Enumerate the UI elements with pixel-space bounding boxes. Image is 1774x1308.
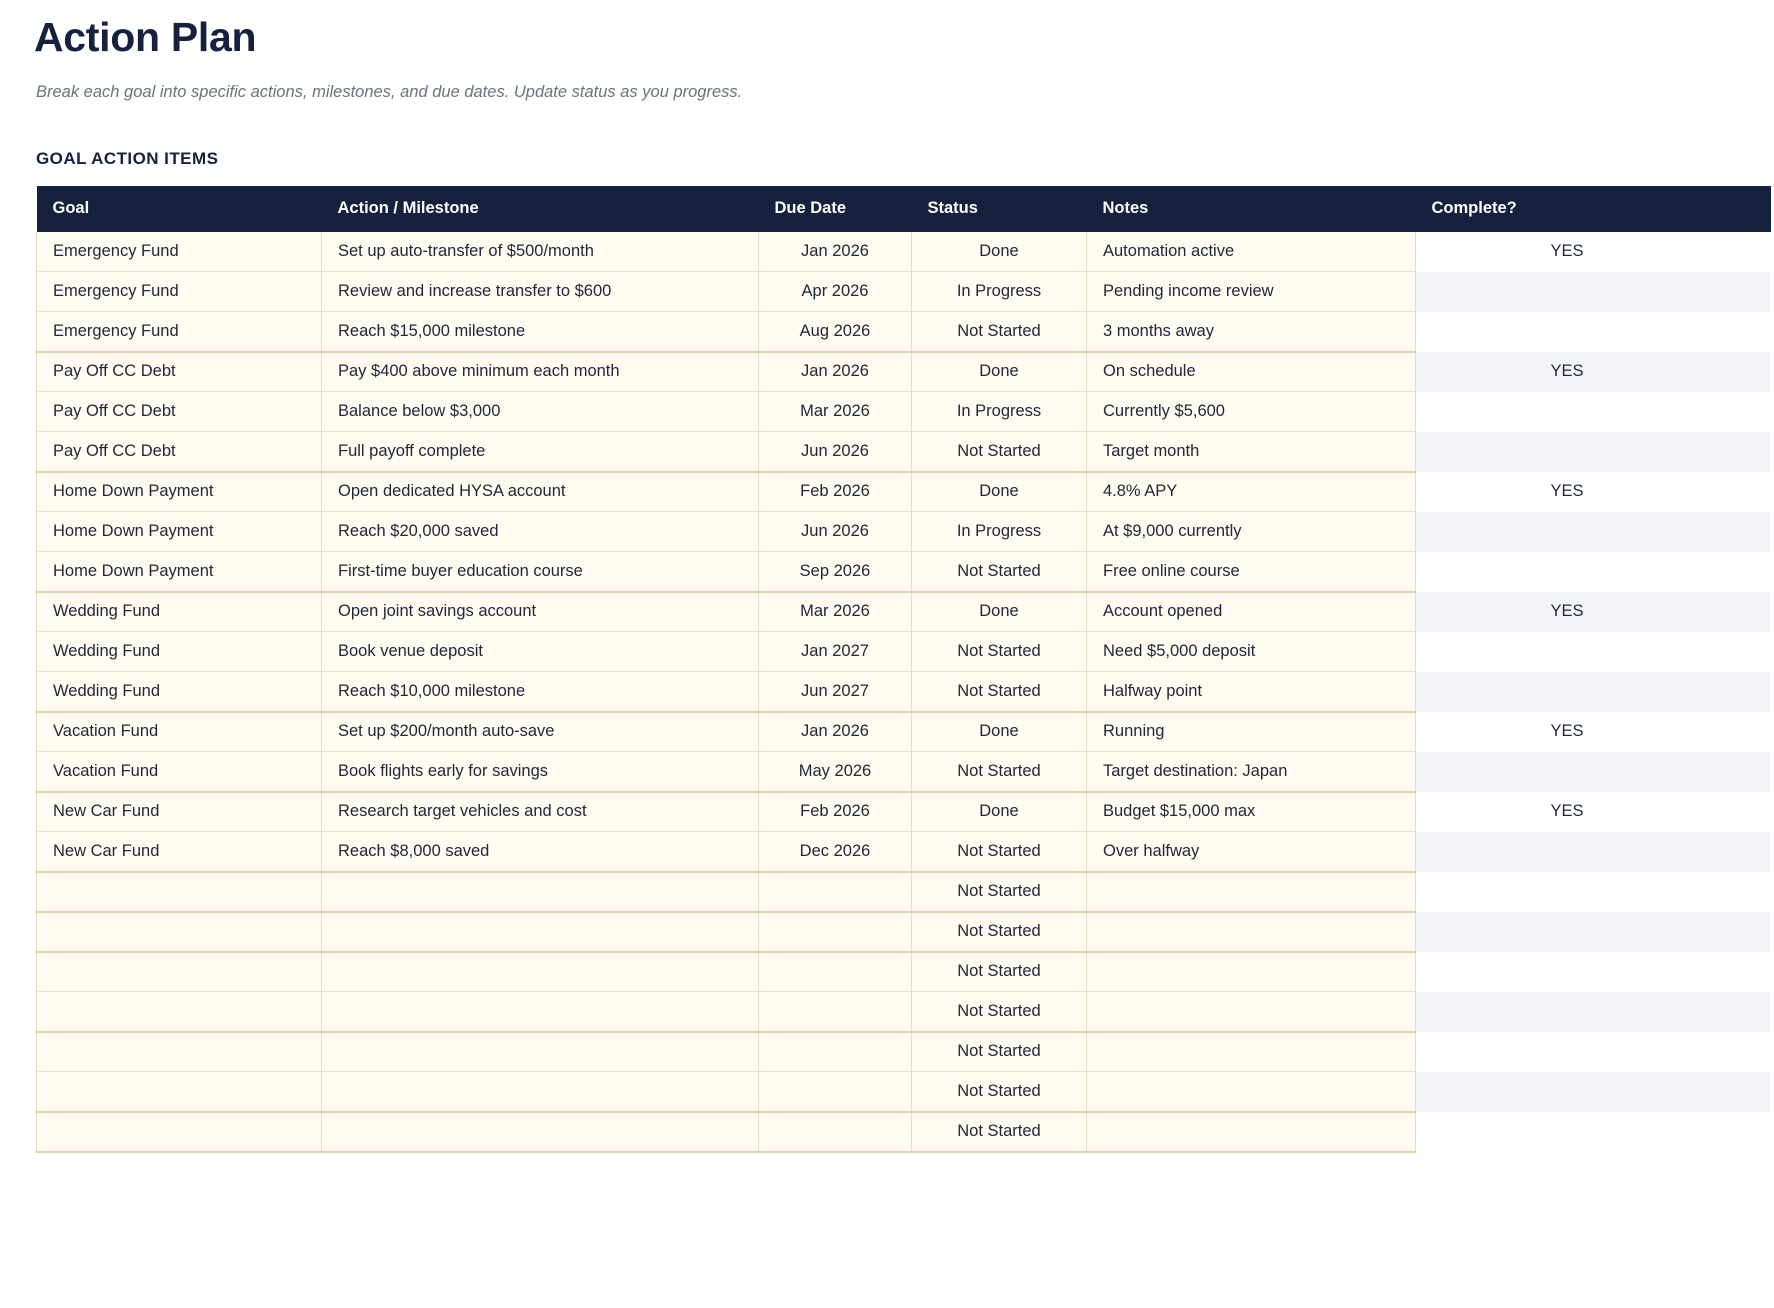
section-heading-goal-action-items: GOAL ACTION ITEMS: [36, 148, 219, 168]
cell-status[interactable]: In Progress: [912, 392, 1087, 432]
column-header-status[interactable]: Status: [912, 186, 1087, 232]
cell-due-date[interactable]: Dec 2026: [759, 832, 912, 872]
goal-action-items-table-wrapper: [36, 186, 1770, 1153]
table-row: [37, 832, 1771, 872]
table-row: [37, 432, 1771, 472]
cell-action[interactable]: Open joint savings account: [322, 592, 759, 632]
cell-notes[interactable]: Running: [1087, 712, 1416, 752]
table-row: [37, 232, 1771, 272]
table-row: [37, 752, 1771, 792]
cell-due-date[interactable]: Jun 2026: [759, 512, 912, 552]
cell-due-date[interactable]: Mar 2026: [759, 592, 912, 632]
table-row: [37, 1112, 1771, 1152]
cell-due-date[interactable]: Feb 2026: [759, 472, 912, 512]
cell-goal[interactable]: [37, 952, 322, 992]
cell-status[interactable]: Done: [912, 792, 1087, 832]
table-body: [37, 232, 1771, 1152]
cell-action[interactable]: [322, 912, 759, 952]
cell-status[interactable]: Not Started: [912, 1112, 1087, 1152]
cell-goal[interactable]: Home Down Payment: [37, 552, 322, 592]
cell-due-date[interactable]: Mar 2026: [759, 392, 912, 432]
table-row: [37, 672, 1771, 712]
table-row: [37, 352, 1771, 392]
cell-notes[interactable]: [1087, 992, 1416, 1032]
cell-complete[interactable]: [1416, 912, 1771, 952]
cell-action[interactable]: First-time buyer education course: [322, 552, 759, 592]
cell-notes[interactable]: [1087, 872, 1416, 912]
cell-goal[interactable]: [37, 872, 322, 912]
cell-notes[interactable]: At $9,000 currently: [1087, 512, 1416, 552]
cell-due-date[interactable]: [759, 1032, 912, 1072]
cell-action[interactable]: [322, 952, 759, 992]
cell-action[interactable]: Open dedicated HYSA account: [322, 472, 759, 512]
cell-goal[interactable]: [37, 1112, 322, 1152]
cell-action[interactable]: Reach $20,000 saved: [322, 512, 759, 552]
cell-notes[interactable]: Need $5,000 deposit: [1087, 632, 1416, 672]
cell-complete[interactable]: [1416, 752, 1771, 792]
cell-complete[interactable]: YES: [1416, 592, 1771, 632]
cell-goal[interactable]: Wedding Fund: [37, 632, 322, 672]
cell-action[interactable]: Set up $200/month auto-save: [322, 712, 759, 752]
cell-due-date[interactable]: Jan 2026: [759, 352, 912, 392]
cell-status[interactable]: Not Started: [912, 872, 1087, 912]
cell-complete[interactable]: [1416, 512, 1771, 552]
cell-action[interactable]: [322, 1112, 759, 1152]
cell-complete[interactable]: YES: [1416, 232, 1771, 272]
cell-complete[interactable]: YES: [1416, 352, 1771, 392]
cell-goal[interactable]: Wedding Fund: [37, 592, 322, 632]
cell-due-date[interactable]: Sep 2026: [759, 552, 912, 592]
cell-complete[interactable]: [1416, 392, 1771, 432]
cell-notes[interactable]: [1087, 912, 1416, 952]
cell-action[interactable]: Review and increase transfer to $600: [322, 272, 759, 312]
column-header-due-date[interactable]: Due Date: [759, 186, 912, 232]
cell-complete[interactable]: [1416, 1112, 1771, 1152]
cell-action[interactable]: Book venue deposit: [322, 632, 759, 672]
table-row: [37, 512, 1771, 552]
cell-status[interactable]: Done: [912, 472, 1087, 512]
cell-goal[interactable]: Emergency Fund: [37, 312, 322, 352]
table-row: [37, 632, 1771, 672]
cell-notes[interactable]: Target month: [1087, 432, 1416, 472]
cell-status[interactable]: Not Started: [912, 1072, 1087, 1112]
cell-action[interactable]: Reach $8,000 saved: [322, 832, 759, 872]
cell-goal[interactable]: New Car Fund: [37, 792, 322, 832]
cell-goal[interactable]: Home Down Payment: [37, 512, 322, 552]
cell-status[interactable]: Not Started: [912, 832, 1087, 872]
cell-notes[interactable]: Over halfway: [1087, 832, 1416, 872]
table-row: [37, 272, 1771, 312]
cell-notes[interactable]: Automation active: [1087, 232, 1416, 272]
cell-due-date[interactable]: [759, 912, 912, 952]
cell-complete[interactable]: [1416, 552, 1771, 592]
column-header-complete[interactable]: Complete?: [1416, 186, 1771, 232]
cell-complete[interactable]: [1416, 272, 1771, 312]
cell-due-date[interactable]: Jun 2027: [759, 672, 912, 712]
cell-due-date[interactable]: Aug 2026: [759, 312, 912, 352]
cell-action[interactable]: [322, 992, 759, 1032]
cell-notes[interactable]: 4.8% APY: [1087, 472, 1416, 512]
cell-action[interactable]: Full payoff complete: [322, 432, 759, 472]
page-subtitle: Break each goal into specific actions, milestones, and due dates. Update status as you progress.: [36, 83, 743, 102]
cell-goal[interactable]: Wedding Fund: [37, 672, 322, 712]
table-row: [37, 872, 1771, 912]
cell-status[interactable]: In Progress: [912, 512, 1087, 552]
cell-notes[interactable]: Currently $5,600: [1087, 392, 1416, 432]
cell-goal[interactable]: New Car Fund: [37, 832, 322, 872]
cell-notes[interactable]: Free online course: [1087, 552, 1416, 592]
cell-due-date[interactable]: [759, 1072, 912, 1112]
cell-notes[interactable]: Account opened: [1087, 592, 1416, 632]
cell-goal[interactable]: Vacation Fund: [37, 712, 322, 752]
cell-complete[interactable]: [1416, 1032, 1771, 1072]
cell-action[interactable]: Research target vehicles and cost: [322, 792, 759, 832]
cell-complete[interactable]: YES: [1416, 712, 1771, 752]
cell-goal[interactable]: Pay Off CC Debt: [37, 392, 322, 432]
cell-status[interactable]: In Progress: [912, 272, 1087, 312]
page-title: Action Plan: [34, 14, 257, 60]
table-row: [37, 992, 1771, 1032]
cell-action[interactable]: Book flights early for savings: [322, 752, 759, 792]
table-row: [37, 792, 1771, 832]
cell-due-date[interactable]: [759, 872, 912, 912]
cell-complete[interactable]: [1416, 672, 1771, 712]
table-row: [37, 1072, 1771, 1112]
cell-complete[interactable]: [1416, 872, 1771, 912]
cell-notes[interactable]: Halfway point: [1087, 672, 1416, 712]
column-header-action[interactable]: Action / Milestone: [322, 186, 759, 232]
table-header-row: [37, 186, 1771, 232]
cell-action[interactable]: Pay $400 above minimum each month: [322, 352, 759, 392]
cell-notes[interactable]: [1087, 952, 1416, 992]
cell-goal[interactable]: [37, 1032, 322, 1072]
cell-due-date[interactable]: Jan 2026: [759, 712, 912, 752]
cell-complete[interactable]: [1416, 832, 1771, 872]
cell-goal[interactable]: Vacation Fund: [37, 752, 322, 792]
cell-goal[interactable]: [37, 992, 322, 1032]
goal-action-items-table: [36, 186, 1771, 1153]
cell-action[interactable]: Reach $10,000 milestone: [322, 672, 759, 712]
cell-status[interactable]: Not Started: [912, 1032, 1087, 1072]
cell-status[interactable]: Done: [912, 712, 1087, 752]
cell-due-date[interactable]: Feb 2026: [759, 792, 912, 832]
cell-action[interactable]: Set up auto-transfer of $500/month: [322, 232, 759, 272]
table-row: [37, 312, 1771, 352]
cell-status[interactable]: Not Started: [912, 552, 1087, 592]
cell-goal[interactable]: [37, 1072, 322, 1112]
table-row: [37, 472, 1771, 512]
cell-status[interactable]: Not Started: [912, 432, 1087, 472]
cell-goal[interactable]: Pay Off CC Debt: [37, 432, 322, 472]
cell-complete[interactable]: YES: [1416, 792, 1771, 832]
cell-complete[interactable]: [1416, 952, 1771, 992]
cell-status[interactable]: Not Started: [912, 632, 1087, 672]
cell-status[interactable]: Not Started: [912, 752, 1087, 792]
table-header: [37, 186, 1771, 232]
table-row: [37, 1032, 1771, 1072]
cell-status[interactable]: Done: [912, 352, 1087, 392]
table-row: [37, 392, 1771, 432]
cell-notes[interactable]: [1087, 1072, 1416, 1112]
cell-complete[interactable]: [1416, 632, 1771, 672]
cell-action[interactable]: [322, 872, 759, 912]
cell-due-date[interactable]: Jan 2027: [759, 632, 912, 672]
cell-notes[interactable]: Pending income review: [1087, 272, 1416, 312]
cell-complete[interactable]: [1416, 992, 1771, 1032]
cell-status[interactable]: Not Started: [912, 912, 1087, 952]
table-row: [37, 552, 1771, 592]
cell-notes[interactable]: 3 months away: [1087, 312, 1416, 352]
cell-due-date[interactable]: Jun 2026: [759, 432, 912, 472]
cell-action[interactable]: Reach $15,000 milestone: [322, 312, 759, 352]
cell-status[interactable]: Not Started: [912, 992, 1087, 1032]
cell-goal[interactable]: [37, 912, 322, 952]
cell-notes[interactable]: On schedule: [1087, 352, 1416, 392]
column-header-goal[interactable]: Goal: [37, 186, 322, 232]
cell-goal[interactable]: Home Down Payment: [37, 472, 322, 512]
cell-complete[interactable]: YES: [1416, 472, 1771, 512]
cell-notes[interactable]: [1087, 1032, 1416, 1072]
cell-due-date[interactable]: [759, 1112, 912, 1152]
table-row: [37, 592, 1771, 632]
cell-due-date[interactable]: Jan 2026: [759, 232, 912, 272]
cell-goal[interactable]: Emergency Fund: [37, 232, 322, 272]
cell-goal[interactable]: Emergency Fund: [37, 272, 322, 312]
cell-goal[interactable]: Pay Off CC Debt: [37, 352, 322, 392]
cell-status[interactable]: Done: [912, 592, 1087, 632]
cell-action[interactable]: [322, 1032, 759, 1072]
cell-status[interactable]: Not Started: [912, 952, 1087, 992]
cell-action[interactable]: Balance below $3,000: [322, 392, 759, 432]
cell-complete[interactable]: [1416, 312, 1771, 352]
cell-status[interactable]: Not Started: [912, 312, 1087, 352]
cell-due-date[interactable]: Apr 2026: [759, 272, 912, 312]
cell-status[interactable]: Not Started: [912, 672, 1087, 712]
cell-notes[interactable]: Target destination: Japan: [1087, 752, 1416, 792]
table-row: [37, 712, 1771, 752]
cell-notes[interactable]: Budget $15,000 max: [1087, 792, 1416, 832]
cell-due-date[interactable]: [759, 992, 912, 1032]
cell-due-date[interactable]: [759, 952, 912, 992]
table-row: [37, 912, 1771, 952]
cell-status[interactable]: Done: [912, 232, 1087, 272]
cell-complete[interactable]: [1416, 1072, 1771, 1112]
cell-notes[interactable]: [1087, 1112, 1416, 1152]
cell-action[interactable]: [322, 1072, 759, 1112]
cell-complete[interactable]: [1416, 432, 1771, 472]
cell-due-date[interactable]: May 2026: [759, 752, 912, 792]
column-header-notes[interactable]: Notes: [1087, 186, 1416, 232]
table-row: [37, 952, 1771, 992]
